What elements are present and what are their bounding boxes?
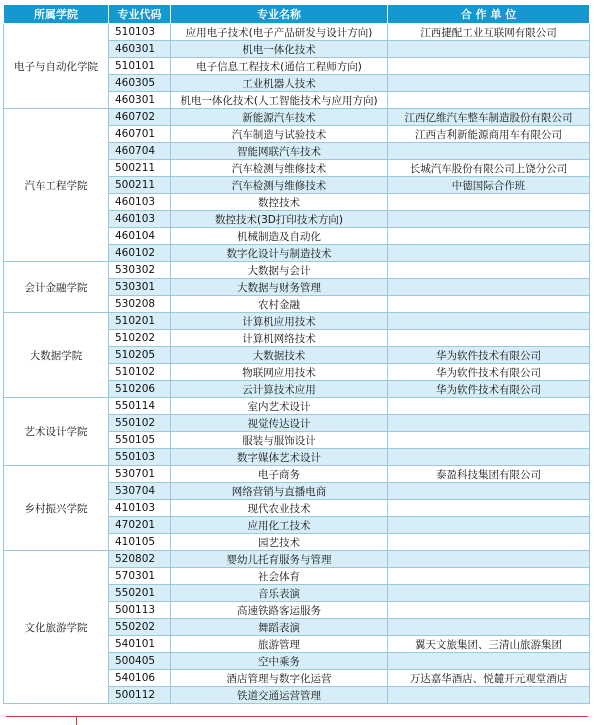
code-cell: 460301	[109, 92, 171, 109]
code-cell: 510201	[109, 313, 171, 330]
partner-cell	[388, 330, 590, 347]
college-cell: 文化旅游学院	[4, 551, 109, 704]
partner-cell	[388, 432, 590, 449]
major-cell: 汽车检测与维修技术	[171, 160, 388, 177]
major-cell: 农村金融	[171, 296, 388, 313]
code-cell: 550105	[109, 432, 171, 449]
code-cell: 530208	[109, 296, 171, 313]
code-cell: 510103	[109, 24, 171, 41]
partner-cell	[388, 415, 590, 432]
major-cell: 数控技术(3D打印技术方向)	[171, 211, 388, 228]
major-cell: 汽车制造与试验技术	[171, 126, 388, 143]
major-cell: 数字化设计与制造技术	[171, 245, 388, 262]
code-cell: 520802	[109, 551, 171, 568]
major-cell: 舞蹈表演	[171, 619, 388, 636]
partner-cell: 华为软件技术有限公司	[388, 364, 590, 381]
major-cell: 计算机网络技术	[171, 330, 388, 347]
code-cell: 460103	[109, 211, 171, 228]
partner-cell	[388, 398, 590, 415]
table-body	[4, 24, 590, 704]
code-cell: 550103	[109, 449, 171, 466]
partner-cell	[388, 262, 590, 279]
partner-cell	[388, 517, 590, 534]
partner-cell: 华为软件技术有限公司	[388, 347, 590, 364]
code-cell: 460701	[109, 126, 171, 143]
header-college: 所属学院	[4, 5, 109, 24]
code-cell: 460305	[109, 75, 171, 92]
partner-cell: 华为软件技术有限公司	[388, 381, 590, 398]
partner-cell: 江西亿维汽车整车制造股份有限公司	[388, 109, 590, 126]
partner-cell	[388, 551, 590, 568]
partner-cell	[388, 619, 590, 636]
college-cell: 会计金融学院	[4, 262, 109, 313]
code-cell: 550201	[109, 585, 171, 602]
major-cell: 网络营销与直播电商	[171, 483, 388, 500]
table-row	[4, 24, 590, 41]
partner-cell: 翼天文旅集团、三清山旅游集团	[388, 636, 590, 653]
major-cell: 现代农业技术	[171, 500, 388, 517]
major-cell: 云计算技术应用	[171, 381, 388, 398]
table-header	[4, 5, 590, 24]
partner-cell	[388, 500, 590, 517]
table-row	[4, 398, 590, 415]
major-cell: 电子商务	[171, 466, 388, 483]
partner-cell	[388, 92, 590, 109]
partner-cell: 万达嘉华酒店、悦麓开元观堂酒店	[388, 670, 590, 687]
partner-cell	[388, 602, 590, 619]
partner-cell	[388, 483, 590, 500]
college-cell: 大数据学院	[4, 313, 109, 398]
code-cell: 500405	[109, 653, 171, 670]
major-cell: 酒店管理与数字化运营	[171, 670, 388, 687]
partner-cell: 江西捷配工业互联网有限公司	[388, 24, 590, 41]
major-cell: 婴幼儿托育服务与管理	[171, 551, 388, 568]
partner-cell: 江西吉利新能源商用车有限公司	[388, 126, 590, 143]
code-cell: 550114	[109, 398, 171, 415]
code-cell: 500211	[109, 160, 171, 177]
partner-cell	[388, 41, 590, 58]
code-cell: 410105	[109, 534, 171, 551]
major-cell: 机械制造及自动化	[171, 228, 388, 245]
partner-cell	[388, 653, 590, 670]
college-cell: 电子与自动化学院	[4, 24, 109, 109]
major-cell: 智能网联汽车技术	[171, 143, 388, 160]
code-cell: 500113	[109, 602, 171, 619]
college-cell: 乡村振兴学院	[4, 466, 109, 551]
header-major: 专业名称	[171, 5, 388, 24]
code-cell: 530701	[109, 466, 171, 483]
code-cell: 460704	[109, 143, 171, 160]
code-cell: 460702	[109, 109, 171, 126]
partner-cell: 泰盈科技集团有限公司	[388, 466, 590, 483]
major-cell: 应用化工技术	[171, 517, 388, 534]
major-cell: 高速铁路客运服务	[171, 602, 388, 619]
code-cell: 530301	[109, 279, 171, 296]
code-cell: 460301	[109, 41, 171, 58]
code-cell: 550202	[109, 619, 171, 636]
major-cell: 空中乘务	[171, 653, 388, 670]
major-cell: 计算机应用技术	[171, 313, 388, 330]
major-cell: 新能源汽车技术	[171, 109, 388, 126]
major-cell: 室内艺术设计	[171, 398, 388, 415]
major-cell: 大数据与财务管理	[171, 279, 388, 296]
table-row	[4, 109, 590, 126]
partner-cell	[388, 313, 590, 330]
major-cell: 汽车检测与维修技术	[171, 177, 388, 194]
header-partner: 合 作 单 位	[388, 5, 590, 24]
major-cell: 铁道交通运营管理	[171, 687, 388, 704]
code-cell: 510102	[109, 364, 171, 381]
partner-cell	[388, 211, 590, 228]
major-cell: 机电一体化技术	[171, 41, 388, 58]
major-cell: 旅游管理	[171, 636, 388, 653]
major-cell: 园艺技术	[171, 534, 388, 551]
partner-cell	[388, 568, 590, 585]
code-cell: 510101	[109, 58, 171, 75]
partner-cell	[388, 194, 590, 211]
partner-cell: 中德国际合作班	[388, 177, 590, 194]
table-row	[4, 313, 590, 330]
major-cell: 社会体育	[171, 568, 388, 585]
partner-cell	[388, 245, 590, 262]
code-cell: 510205	[109, 347, 171, 364]
major-cell: 数控技术	[171, 194, 388, 211]
partner-cell	[388, 143, 590, 160]
major-cell: 机电一体化技术(人工智能技术与应用方向)	[171, 92, 388, 109]
code-cell: 550102	[109, 415, 171, 432]
major-cell: 应用电子技术(电子产品研发与设计方向)	[171, 24, 388, 41]
code-cell: 530302	[109, 262, 171, 279]
code-cell: 510202	[109, 330, 171, 347]
code-cell: 470201	[109, 517, 171, 534]
partner-cell	[388, 279, 590, 296]
college-cell: 艺术设计学院	[4, 398, 109, 466]
major-cell: 视觉传达设计	[171, 415, 388, 432]
partner-cell	[388, 296, 590, 313]
major-cell: 大数据与会计	[171, 262, 388, 279]
header-code: 专业代码	[109, 5, 171, 24]
partner-cell: 长城汽车股份有限公司上饶分公司	[388, 160, 590, 177]
code-cell: 540101	[109, 636, 171, 653]
major-cell: 数字媒体艺术设计	[171, 449, 388, 466]
table-row	[4, 551, 590, 568]
partner-cell	[388, 534, 590, 551]
header-row	[4, 5, 590, 24]
major-cell: 音乐表演	[171, 585, 388, 602]
code-cell: 460104	[109, 228, 171, 245]
code-cell: 540106	[109, 670, 171, 687]
partner-cell	[388, 75, 590, 92]
major-cell: 物联网应用技术	[171, 364, 388, 381]
partner-cell	[388, 228, 590, 245]
partner-cell	[388, 585, 590, 602]
footer-divider	[6, 716, 588, 717]
code-cell: 500211	[109, 177, 171, 194]
table-row	[4, 466, 590, 483]
partner-cell	[388, 58, 590, 75]
major-cell: 大数据技术	[171, 347, 388, 364]
footer-divider-tick	[76, 716, 77, 725]
code-cell: 570301	[109, 568, 171, 585]
code-cell: 510206	[109, 381, 171, 398]
code-cell: 500112	[109, 687, 171, 704]
partner-cell	[388, 687, 590, 704]
code-cell: 460103	[109, 194, 171, 211]
college-cell: 汽车工程学院	[4, 109, 109, 262]
table-row	[4, 262, 590, 279]
code-cell: 530704	[109, 483, 171, 500]
code-cell: 460102	[109, 245, 171, 262]
major-cell: 工业机器人技术	[171, 75, 388, 92]
code-cell: 410103	[109, 500, 171, 517]
major-cell: 电子信息工程技术(通信工程师方向)	[171, 58, 388, 75]
majors-table	[3, 4, 590, 704]
partner-cell	[388, 449, 590, 466]
major-cell: 服装与服饰设计	[171, 432, 388, 449]
